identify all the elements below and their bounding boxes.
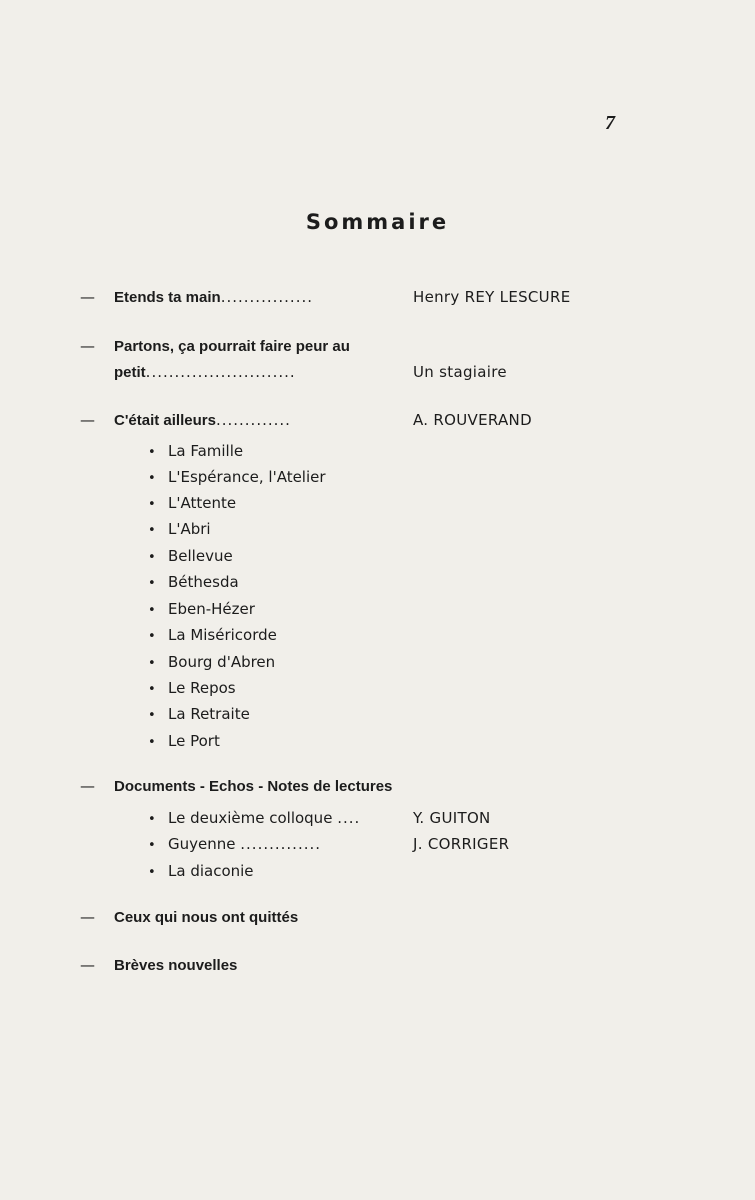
bullet-icon: •: [148, 656, 156, 671]
page-number: 7: [605, 112, 615, 134]
bullet-icon: •: [148, 523, 156, 538]
list-item: • L'Attente: [148, 494, 237, 512]
toc-entry-partons-continued: [80, 363, 640, 381]
list-item: • Le Repos: [148, 679, 236, 697]
bullet-icon: •: [148, 629, 156, 644]
bullet-icon: •: [148, 471, 156, 486]
bullet-icon: •: [148, 812, 156, 827]
list-item: • Bourg d'Abren: [148, 653, 276, 671]
bullet-icon: •: [148, 682, 156, 697]
list-item: • Guyenne ..............: [148, 835, 322, 853]
bullet-icon: •: [148, 550, 156, 565]
entry-dash: —: [80, 956, 95, 974]
list-item: • La Retraite: [148, 705, 250, 723]
entry-leader: ................: [220, 288, 313, 306]
toc-entry-documents: [80, 777, 640, 795]
entry-author: J. CORRIGER: [413, 835, 510, 853]
entry-leader: .............: [215, 411, 291, 429]
list-item: • L'Espérance, l'Atelier: [148, 468, 326, 486]
list-item: • L'Abri: [148, 520, 211, 538]
entry-author: Y. GUITON: [413, 809, 491, 827]
entry-title: Etends ta main: [114, 289, 221, 306]
bullet-icon: •: [148, 497, 156, 512]
entry-title: Brèves nouvelles: [114, 957, 238, 974]
list-item: • La Miséricorde: [148, 626, 277, 644]
entry-dash: —: [80, 288, 95, 306]
entry-dash: —: [80, 777, 95, 795]
list-item: • Bellevue: [148, 547, 233, 565]
entry-title: C'était ailleurs: [114, 412, 216, 429]
toc-entry-cetait-ailleurs: [80, 411, 640, 429]
page-title: Sommaire: [305, 210, 450, 234]
bullet-icon: •: [148, 708, 156, 723]
toc-entry-breves-nouvelles: [80, 956, 640, 974]
bullet-icon: •: [148, 865, 156, 880]
list-item: • Béthesda: [148, 573, 239, 591]
list-item: • La diaconie: [148, 862, 254, 880]
entry-title: Partons, ça pourrait faire peur au: [114, 338, 350, 355]
list-item: • Eben-Hézer: [148, 600, 255, 618]
entry-leader: ..........................: [145, 363, 296, 381]
bullet-icon: •: [148, 576, 156, 591]
entry-title: petit: [114, 364, 146, 381]
bullet-icon: •: [148, 603, 156, 618]
entry-dash: —: [80, 908, 95, 926]
bullet-icon: •: [148, 735, 156, 750]
toc-entry-ceux-qui-nous-ont-quittes: [80, 908, 640, 926]
list-item: • La Famille: [148, 442, 244, 460]
entry-title: Ceux qui nous ont quittés: [114, 909, 299, 926]
list-item: • Le Port: [148, 732, 220, 750]
entry-author: Henry REY LESCURE: [413, 288, 571, 306]
entry-author: A. ROUVERAND: [413, 411, 532, 429]
entry-dash: —: [80, 337, 95, 355]
bullet-icon: •: [148, 838, 156, 853]
bullet-icon: •: [148, 445, 156, 460]
entry-author: Un stagiaire: [413, 363, 507, 381]
entry-title: Documents - Echos - Notes de lectures: [114, 778, 393, 795]
entry-dash: —: [80, 411, 95, 429]
list-item: • Le deuxième colloque ....: [148, 809, 361, 827]
toc-entry-partons: [80, 337, 640, 355]
toc-entry-etends-ta-main: [80, 288, 640, 306]
